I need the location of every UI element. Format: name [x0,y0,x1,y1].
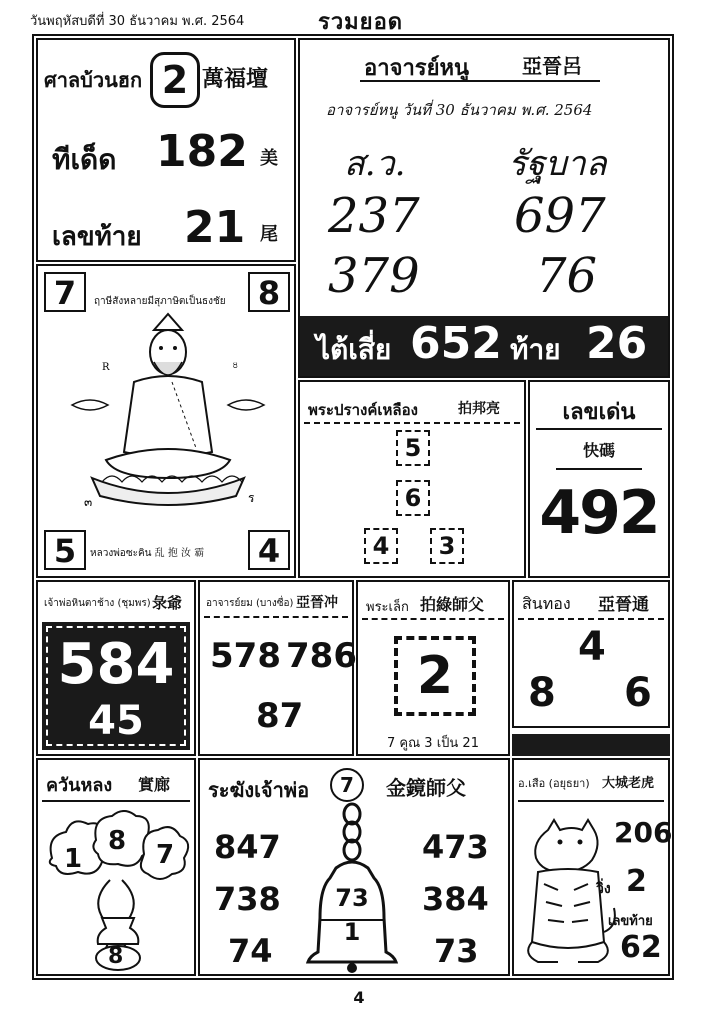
kwanlong-vase-number: 8 [108,944,124,969]
svg-text:ร: ร [248,491,255,505]
ajarnyom-divider [204,616,348,618]
asuea-chinese: 大城老虎 [602,776,655,791]
chaopho-chinese: 彔爺 [152,594,183,612]
ajarnnu-col1-value-2: 379 [328,248,420,304]
ajarnnu-chinese: 亞晉呂 [522,54,582,78]
prang-digit-left: 4 [364,528,398,564]
svg-text:R: R [102,362,110,373]
rishi-corner-tr: 8 [248,272,290,312]
ajarnnu-subtitle: อาจารย์หนู วันที่ 30 ธันวาคม พ.ศ. 2564 [326,101,593,119]
rakhang-left-2: 738 [214,880,281,918]
header-logo: รวมยอด [318,10,404,35]
kwanlong-title: ควันหลง [46,775,113,796]
rakhang-right-3: 73 [434,932,479,970]
bell-top-number: 73 [335,884,369,912]
chaopho-title: เจ้าพ่อหินตาช้าง (ชุมพร) [44,598,151,609]
kwanlong-puff-2: 8 [108,826,127,856]
sinthong-black-strip [512,734,670,756]
bell-bottom-number: 1 [343,918,361,946]
chaopho-panel [36,580,196,756]
asuea-v3: 62 [620,930,662,965]
sinthong-panel [512,580,670,728]
chaopho-big: 584 [57,632,175,697]
sanlaban-badge: 2 [150,52,200,108]
ajarnnu-bar-tail-label: ท้าย [510,333,561,366]
rakhang-left-1: 847 [214,828,281,866]
rakhang-title: ระฆังเจ้าพ่อ [208,778,310,802]
sanlaban-panel [36,38,296,262]
prang-digit-mid: 6 [396,480,430,516]
phralek-divider [362,618,504,620]
ajarnnu-bar-tail-value: 26 [586,318,648,369]
sanlaban-title: ศาลบ้วนฮก [44,68,143,92]
sanlaban-row1-value: 182 [156,126,248,177]
prang-panel [298,380,526,578]
ajarnnu-black-bar [300,316,668,376]
prang-digit-right: 3 [430,528,464,564]
prang-divider [304,422,520,424]
sinthong-divider [518,618,664,620]
lekden-divider [536,428,662,430]
rishi-caption-bottom: หลวงพ่อซะคิน 乱 抱 汝 霸 [90,548,205,559]
rakhang-panel [198,758,510,976]
ajarnnu-col2-value-1: 697 [514,188,606,244]
lekden-title: เลขเด่น [562,400,636,425]
chaopho-black-box [42,622,190,750]
sanlaban-row2-value: 21 [184,202,246,253]
lekden-divider-2 [556,468,642,470]
ajarnnu-col2-value-2: 76 [536,248,598,304]
kwanlong-panel [36,758,196,976]
ajarnyom-title: อาจารย์ยม (บางซื่อ) [206,598,294,609]
rakhang-left-3: 74 [228,932,273,970]
asuea-v2: 2 [626,864,647,899]
ajarnnu-col1-value-1: 237 [328,188,420,244]
rishi-panel [36,264,296,578]
sinthong-value-top: 4 [578,624,606,670]
ajarnyom-value-1: 578 [210,636,281,676]
ajarnnu-panel [298,38,670,378]
lekden-chinese: 快碼 [582,441,615,460]
asuea-divider [518,800,664,802]
phralek-footer: 7 คูณ 3 เป็น 21 [387,736,479,751]
ajarnnu-underline [360,80,600,82]
rakhang-right-1: 473 [422,828,489,866]
ajarnnu-title: อาจารย์หนู [364,56,470,81]
lekden-value: 492 [539,478,659,548]
sinthong-chinese: 亞晉通 [598,595,649,615]
ajarnnu-col2-head: รัฐบาล [508,144,607,184]
kwanlong-chinese: 實廊 [138,775,171,794]
lekden-panel [528,380,670,578]
chaopho-small: 45 [88,698,144,744]
phralek-chinese: 拍綠師父 [420,595,485,614]
prang-digit-top: 5 [396,430,430,466]
ajarnyom-panel [198,580,357,756]
sanlaban-row2-label: เลขท้าย [52,222,142,252]
prang-title: พระปรางค์เหลือง [308,401,418,419]
header-date: วันพฤหัสบดีที่ 30 ธันวาคม พ.ศ. 2564 [30,14,245,29]
ajarnyom-value-2: 786 [286,636,357,676]
sanlaban-row1-suffix: 美 [260,148,278,169]
ajarnnu-col1-head: ส.ว. [344,144,406,184]
rishi-illustration [62,310,274,520]
ajarnyom-chinese: 亞晉冲 [296,595,338,611]
ajarnyom-value-3: 87 [256,696,304,736]
rakhang-right-2: 384 [422,880,489,918]
rishi-corner-bl: 5 [44,530,86,570]
rakhang-badge: 7 [330,768,364,802]
kwanlong-puff-3: 7 [156,840,175,870]
ajarnnu-bar-label: ไต้เสี่ย [316,333,392,366]
phralek-title: พระเล็ก [366,600,409,615]
sinthong-value-right: 6 [624,670,652,716]
sinthong-value-left: 8 [528,670,556,716]
page-number: 4 [353,988,365,1007]
rishi-corner-tl: 7 [44,272,86,312]
rishi-corner-br: 4 [248,530,290,570]
svg-text:৪: ৪ [232,360,239,371]
asuea-panel [512,758,673,976]
rakhang-chinese: 金鏡師父 [386,776,466,800]
asuea-v2-label: วิ่ง [596,881,611,897]
sanlaban-row2-suffix: 尾 [260,224,278,245]
kwanlong-puff-1: 1 [64,844,83,874]
sanlaban-chinese: 萬福壇 [202,66,269,92]
kwanlong-divider [42,800,190,802]
asuea-v3-label: เลขท้าย [608,914,653,929]
rishi-caption-top: ฤาษีสังหลายมีสุภาษิตเป็นธงชัย [94,296,226,307]
prang-chinese: 拍邦亮 [458,401,500,417]
ajarnnu-bar-value: 652 [410,318,502,369]
sanlaban-row1-label: ทีเด็ด [52,143,117,176]
asuea-title: อ.เสือ (อยุธยา) [518,777,590,790]
phralek-box: 2 [394,636,476,716]
phralek-panel [356,580,510,756]
svg-text:๓: ๓ [84,495,93,509]
asuea-v1: 206 [614,816,673,849]
sinthong-title: สินทอง [522,594,571,613]
